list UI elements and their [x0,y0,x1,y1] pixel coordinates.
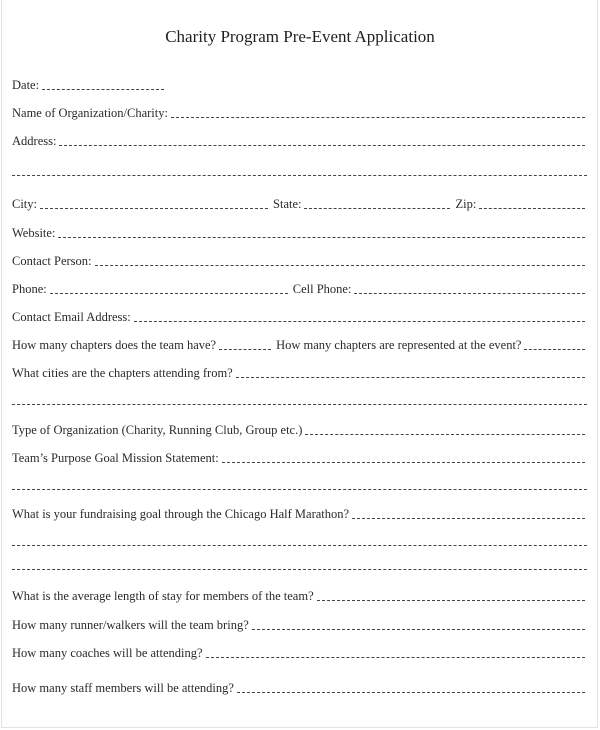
city-field[interactable] [40,208,268,209]
stay-length-field[interactable] [317,600,585,601]
chapters-event-label: How many chapters are represented at the event? [276,338,522,352]
organization-label: Name of Organization/Charity: [12,106,168,120]
fundraising-label: What is your fundraising goal through the Chicago Half Marathon? [12,507,350,521]
fundraising-field-line-2[interactable] [12,545,587,546]
contact-email-row [12,310,587,325]
staff-field[interactable] [237,692,585,693]
mission-row [12,451,587,466]
state-label: State: [273,197,302,211]
state-field[interactable] [304,208,450,209]
staff-label: How many staff members will be attending? [12,681,234,695]
mission-label: Team’s Purpose Goal Mission Statement: [12,451,219,465]
runners-field[interactable] [252,629,585,630]
address-field[interactable] [59,145,585,146]
cities-row [12,366,587,381]
stay-length-row [12,589,587,604]
org-type-field[interactable] [305,434,585,435]
runners-label: How many runner/walkers will the team bring? [12,618,249,632]
date-field[interactable] [42,89,164,90]
cell-phone-label: Cell Phone: [292,282,352,296]
cities-field[interactable] [236,377,585,378]
website-label: Website: [12,226,56,240]
fundraising-field-line-3[interactable] [12,569,587,570]
organization-field[interactable] [171,117,585,118]
phone-label: Phone: [12,282,47,296]
chapters-team-field[interactable] [219,349,271,350]
contact-person-label: Contact Person: [12,254,92,268]
contact-email-field[interactable] [134,321,585,322]
form-title: Charity Program Pre-Event Application [165,27,435,46]
phone-row [12,282,587,297]
chapters-event-field[interactable] [524,349,585,350]
date-label: Date: [12,78,40,92]
chapters-team-label: How many chapters does the team have? [12,338,217,352]
chapters-row [12,338,587,353]
address-row [12,134,587,149]
staff-row [12,681,587,696]
contact-person-row [12,254,587,269]
fundraising-field[interactable] [352,518,585,519]
coaches-field[interactable] [206,657,585,658]
organization-row [12,106,587,121]
runners-row [12,618,587,633]
city-label: City: [12,197,38,211]
website-field[interactable] [58,237,585,238]
mission-field-line-2[interactable] [12,489,587,490]
coaches-row [12,646,587,661]
date-row [12,78,587,93]
contact-email-label: Contact Email Address: [12,310,131,324]
address-label: Address: [12,134,57,148]
phone-field[interactable] [50,293,288,294]
org-type-row [12,423,587,438]
city-state-zip-row [12,197,587,212]
cities-field-line-2[interactable] [12,404,587,405]
org-type-label: Type of Organization (Charity, Running Club, Group etc.) [12,423,303,437]
website-row [12,226,587,241]
coaches-label: How many coaches will be attending? [12,646,203,660]
fundraising-row [12,507,587,522]
contact-person-field[interactable] [95,265,585,266]
mission-field[interactable] [222,462,585,463]
address-field-line-2[interactable] [12,175,587,176]
cell-phone-field[interactable] [354,293,585,294]
zip-label: Zip: [455,197,477,211]
cities-label: What cities are the chapters attending from? [12,366,233,380]
stay-length-label: What is the average length of stay for members of the team? [12,589,314,603]
zip-field[interactable] [479,208,585,209]
